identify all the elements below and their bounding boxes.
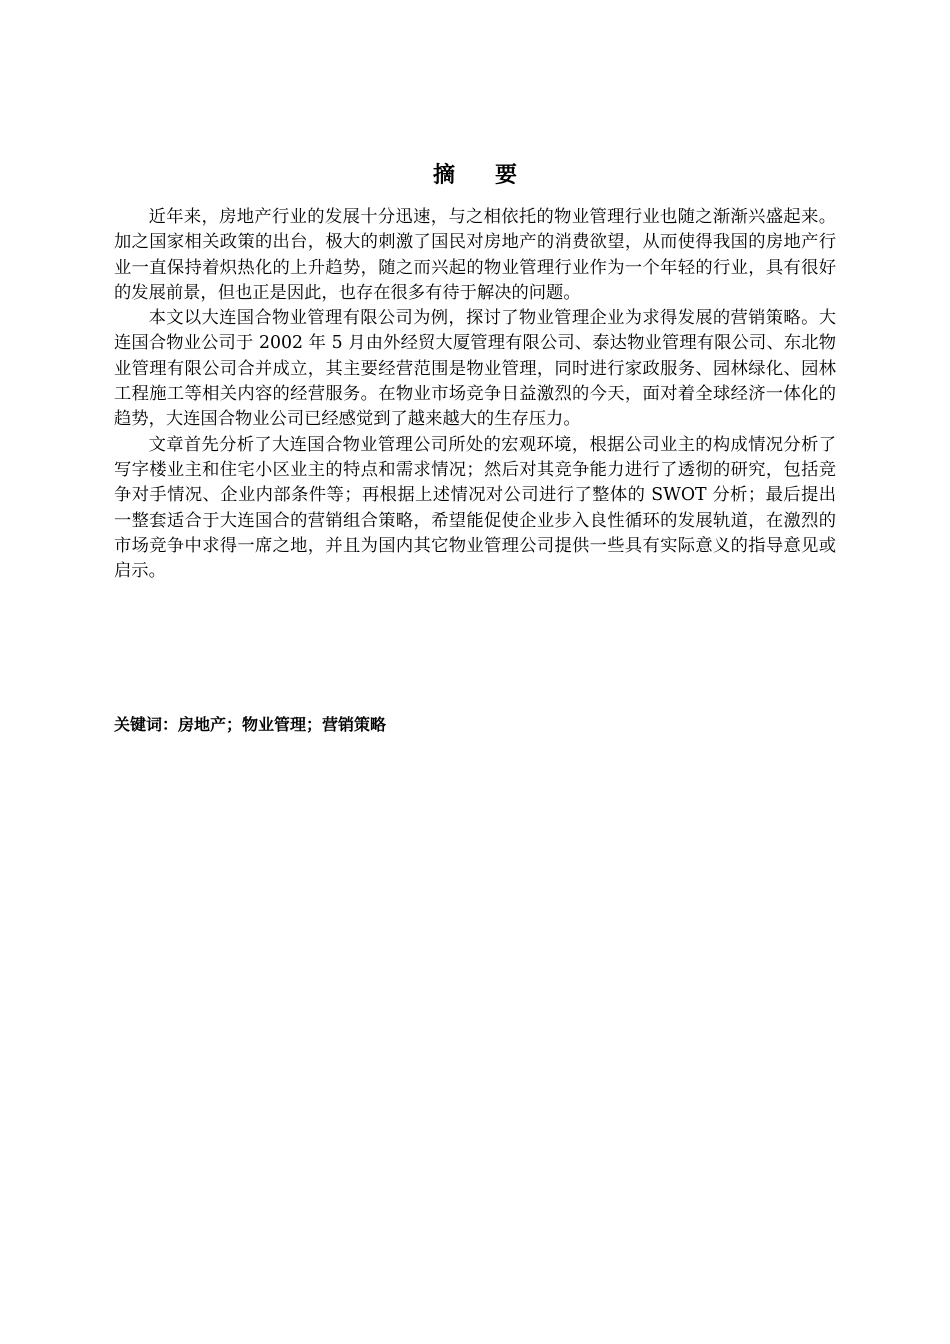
keywords-line: 关键词：房地产；物业管理；营销策略 — [114, 715, 387, 734]
abstract-body — [114, 205, 836, 584]
abstract-paragraph-1: 近年来，房地产行业的发展十分迅速，与之相依托的物业管理行业也随之渐渐兴盛起来。加之国家相关政策的出台，极大的刺激了国民对房地产的消费欲望，从而使得我国的房地产行业一直保持着炽热化的上升趋势，随之而兴起的物业管理行业作为一个年轻的行业，具有很好的发展前景，但也正是因此，也存在很多有待于解决的问题。 — [114, 207, 836, 303]
abstract-paragraph-2: 本文以大连国合物业管理有限公司为例，探讨了物业管理企业为求得发展的营销策略。大连国合物业公司于 2002 年 5 月由外经贸大厦管理有限公司、泰达物业管理有限公司、东北物业管理有限公司合并成立，其主要经营范围是物业管理，同时进行家政服务、园林绿化、园林工程施工等相关内容的经营服务。在物业市场竞争日益激烈的今天，面对着全球经济一体化的趋势，大连国合物业公司已经感觉到了越来越大的生存压力。 — [114, 308, 836, 430]
abstract-paragraph-3: 文章首先分析了大连国合物业管理公司所处的宏观环境，根据公司业主的构成情况分析了写字楼业主和住宅小区业主的特点和需求情况；然后对其竞争能力进行了透彻的研究，包括竞争对手情况、企业内部条件等；再根据上述情况对公司进行了整体的 SWOT 分析；最后提出一整套适合于大连国合的营销组合策略，希望能促使企业步入良性循环的发展轨道，在激烈的市场竞争中求得一席之地，并且为国内其它物业管理公司提供一些具有实际意义的指导意见或启示。 — [114, 434, 836, 582]
abstract-title: 摘要 — [432, 163, 557, 188]
